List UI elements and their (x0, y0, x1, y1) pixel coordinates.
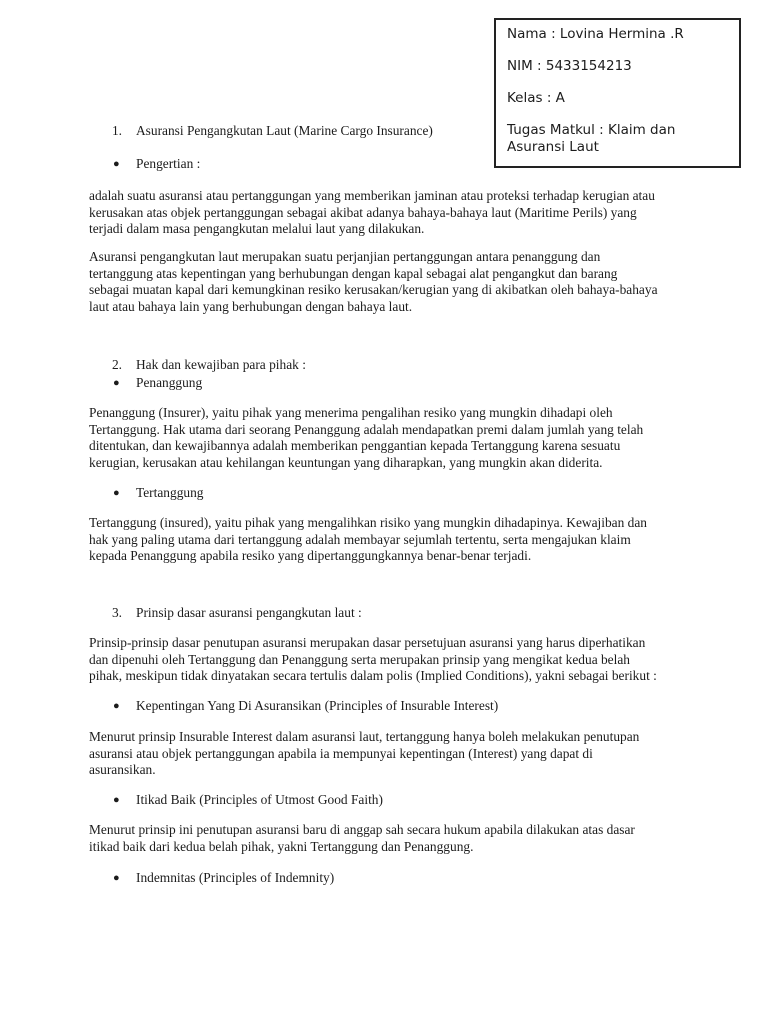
paragraph (89, 635, 689, 685)
paragraph (89, 405, 689, 471)
text-line: kepada Penanggung apabila resiko yang dipertanggungkannya benar-benar terjadi. (89, 548, 532, 564)
text-line: pihak, meskipun tidak dinyatakan secara tertulis dalam polis (Implied Conditions), yakni sebagai berikut : (89, 668, 657, 684)
section-number: 1. (111, 123, 122, 138)
text-line: ditentukan, dan kewajibannya adalah memberikan penggantian kepada Tertanggung karena sesuatu (89, 438, 621, 454)
text-line: hak yang paling utama dari tertanggung adalah membayar sejumlah tertentu, serta mengajukan klaim (89, 531, 631, 547)
bullet-label: Tertanggung (136, 485, 204, 500)
section-number: 3. (111, 605, 122, 620)
bullet-label: Kepentingan Yang Di Asuransikan (Principles of Insurable Interest) (136, 698, 499, 713)
assignment-title: Tugas Matkul : Klaim dan Asuransi Laut (507, 122, 676, 155)
student-class: Kelas : A (507, 90, 565, 106)
text-line: kerusakan atas objek pertanggungan sebagai akibat adanya bahaya-bahaya laut (Maritime Perils) yang (89, 204, 637, 220)
text-line: laut atau bahaya lain yang berhubungan dengan bahaya laut. (89, 298, 413, 314)
bullet-icon: ● (113, 700, 120, 712)
section-title: Hak dan kewajiban para pihak : (136, 357, 306, 372)
bullet-icon: ● (113, 377, 120, 389)
bullet-icon: ● (113, 158, 120, 170)
student-info-box (494, 18, 741, 168)
bullet-icon: ● (113, 487, 120, 499)
paragraph (89, 822, 689, 855)
section-title: Asuransi Pengangkutan Laut (Marine Cargo Insurance) (136, 123, 433, 138)
text-line: dan dipenuhi oleh Tertanggung dan Penanggung serta merupakan prinsip yang mengikat kedua belah (89, 651, 630, 667)
paragraph (89, 729, 689, 779)
text-line: asuransi atau objek pertanggungan apabila ia mempunyai kepentingan (Interest) yang dapat di (89, 745, 593, 761)
bullet-label: Indemnitas (Principles of Indemnity) (136, 870, 335, 885)
bullet-icon: ● (113, 872, 120, 884)
text-line: terjadi dalam masa pengangkutan melalui laut yang dilakukan. (89, 221, 425, 237)
text-line: asuransikan. (89, 762, 156, 778)
student-nim: NIM : 5433154213 (507, 58, 632, 74)
bullet-label: Itikad Baik (Principles of Utmost Good Faith) (136, 792, 383, 807)
text-line: Prinsip-prinsip dasar penutupan asuransi merupakan dasar persetujuan asuransi yang harus diperhatikan (89, 635, 646, 650)
section-number: 2. (111, 357, 122, 372)
paragraph (89, 188, 689, 238)
text-line: Tertanggung (insured), yaitu pihak yang mengalihkan risiko yang mungkin dihadapinya. Kewajiban dan (89, 515, 647, 530)
paragraph (89, 515, 689, 565)
text-line: adalah suatu asuransi atau pertanggungan yang memberikan jaminan atau proteksi terhadap kerugian atau (89, 188, 655, 203)
text-line: Menurut prinsip ini penutupan asuransi baru di anggap sah secara hukum apabila dilakukan atas dasar (89, 822, 635, 837)
student-name: Nama : Lovina Hermina .R (507, 26, 684, 42)
section-title: Prinsip dasar asuransi pengangkutan laut : (136, 605, 362, 620)
paragraph (89, 249, 689, 315)
text-line: itikad baik dari kedua belah pihak, yakni Tertanggung dan Penanggung. (89, 838, 474, 854)
text-line: tertanggung atas kepentingan yang berhubungan dengan kapal sebagai alat pengangkut dan barang (89, 265, 618, 281)
text-line: Tertanggung. Hak utama dari seorang Penanggung adalah mendapatkan premi dalam jumlah yang telah (89, 421, 644, 437)
bullet-label: Penanggung (136, 375, 203, 390)
text-line: Asuransi pengangkutan laut merupakan suatu perjanjian pertanggungan antara penanggung dan (89, 249, 601, 264)
text-line: Penanggung (Insurer), yaitu pihak yang menerima pengalihan resiko yang mungkin dihadapi oleh (89, 405, 613, 420)
text-line: kerugian, kerusakan atau kehilangan keuntungan yang diharapkan, yang mungkin akan diderita. (89, 454, 603, 470)
bullet-icon: ● (113, 794, 120, 806)
text-line: sebagai muatan kapal dari kemungkinan resiko kerusakan/kerugian yang di akibatkan oleh bahaya-bahaya (89, 282, 658, 298)
text-line: Menurut prinsip Insurable Interest dalam asuransi laut, tertanggung hanya boleh melakukan penutupan (89, 729, 640, 744)
bullet-label: Pengertian : (136, 156, 201, 171)
